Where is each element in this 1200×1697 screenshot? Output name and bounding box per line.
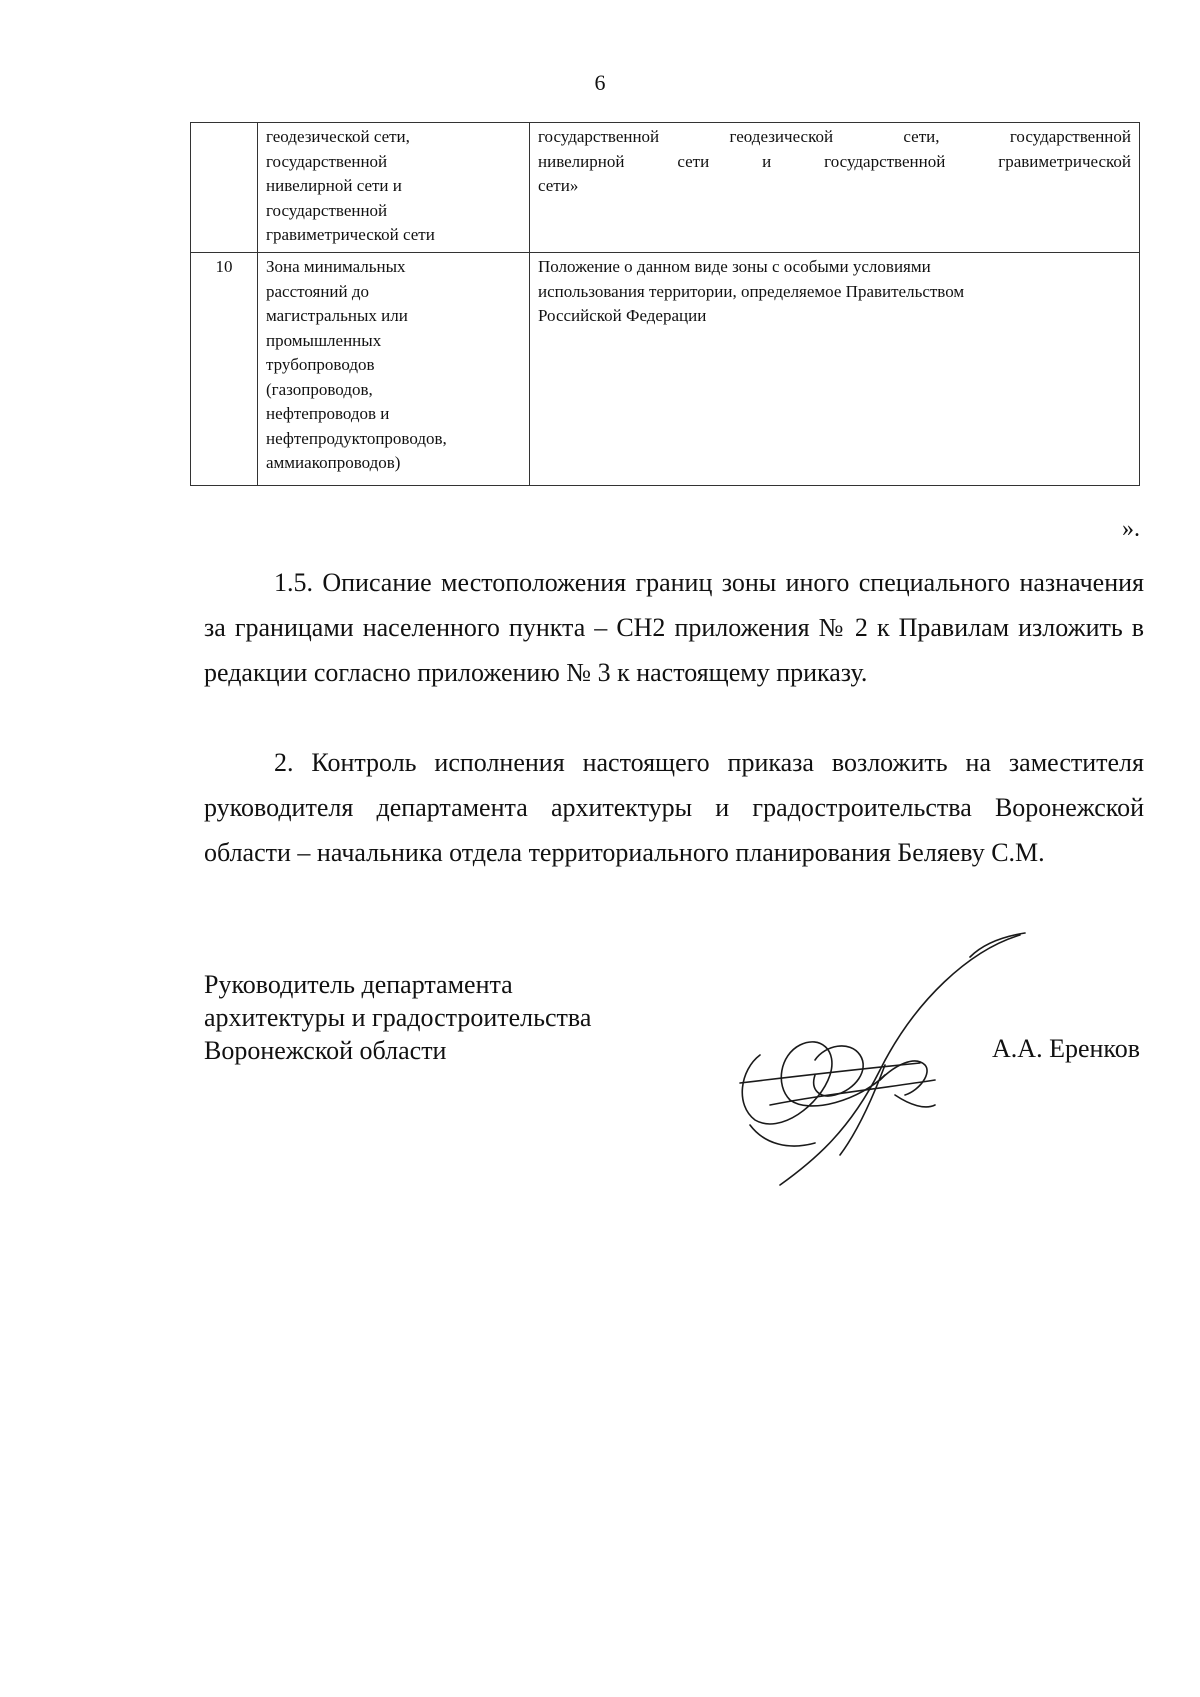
row-number: 10: [191, 253, 258, 486]
page-number: 6: [594, 70, 606, 95]
paragraph-1-5: 1.5. Описание местоположения границ зоны иного специального назначения за границами населенного пункта – СН2 приложения № 2 к Правилам изложить в редакции согласно приложению № 3 к настоящему приказу.: [204, 568, 1144, 687]
zone-description: государственной геодезической сети, государственной нивелирной сети и государственной гравиметрической сети»: [530, 123, 1140, 253]
paragraph-2: 2. Контроль исполнения настоящего приказа возложить на заместителя руководителя департамента архитектуры и градостроительства Воронежской области – начальника отдела территориального планирования Беляеву С.М.: [204, 748, 1144, 867]
zone-name: Зона минимальных расстояний до магистральных или промышленных трубопроводов (газопроводов, нефтепроводов и нефтепродуктопроводов, аммиакопроводов): [258, 253, 530, 486]
table-row: [191, 123, 1140, 253]
row-number: [191, 123, 258, 253]
signer-name: А.А. Еренков: [992, 1034, 1140, 1063]
signer-title: Руководитель департамента архитектуры и градостроительства Воронежской области: [204, 970, 592, 1065]
zones-table: [190, 122, 1140, 486]
zone-description: Положение о данном виде зоны с особыми условиями использования территории, определяемое Правительством Российской Федерации: [530, 253, 1140, 486]
table-row: [191, 253, 1140, 486]
closing-quote: ».: [1122, 516, 1140, 542]
zone-name: геодезической сети, государственной нивелирной сети и государственной гравиметрической сети: [258, 123, 530, 253]
